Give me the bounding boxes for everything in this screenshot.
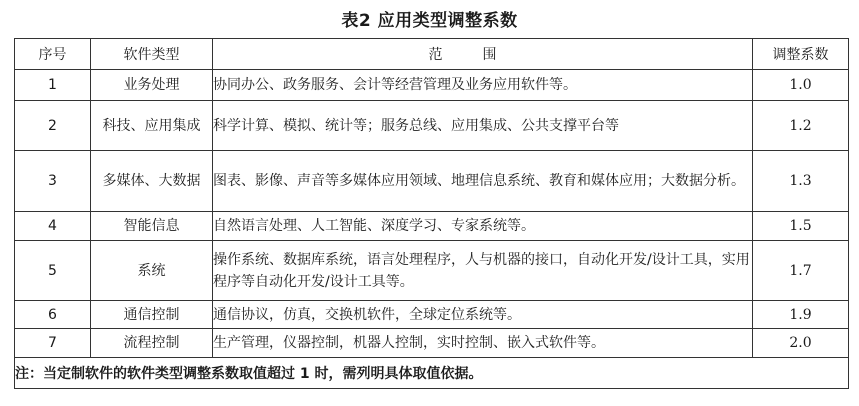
row-factor: 1.2 <box>753 101 849 151</box>
row-scope: 生产管理，仪器控制，机器人控制，实时控制、嵌入式软件等。 <box>213 329 753 358</box>
table-row <box>15 70 849 101</box>
row-no: 7 <box>15 329 91 358</box>
row-type: 多媒体、大数据 <box>91 151 213 212</box>
row-scope: 科学计算、模拟、统计等；服务总线、应用集成、公共支撑平台等 <box>213 101 753 151</box>
header-no: 序号 <box>15 39 91 70</box>
row-no: 1 <box>15 70 91 101</box>
table-row <box>15 101 849 151</box>
row-factor: 1.3 <box>753 151 849 212</box>
table-row <box>15 212 849 241</box>
row-no: 2 <box>15 101 91 151</box>
row-scope: 操作系统、数据库系统，语言处理程序，人与机器的接口，自动化开发/设计工具，实用程序等自动化开发/设计工具等。 <box>213 241 753 301</box>
row-type: 系统 <box>91 241 213 301</box>
table-row <box>15 329 849 358</box>
header-row <box>15 39 849 70</box>
row-type: 智能信息 <box>91 212 213 241</box>
row-no: 6 <box>15 301 91 329</box>
row-type: 通信控制 <box>91 301 213 329</box>
row-factor: 2.0 <box>753 329 849 358</box>
row-type: 科技、应用集成 <box>91 101 213 151</box>
row-factor: 1.5 <box>753 212 849 241</box>
row-factor: 1.9 <box>753 301 849 329</box>
header-factor: 调整系数 <box>753 39 849 70</box>
table-row <box>15 301 849 329</box>
row-scope: 协同办公、政务服务、会计等经营管理及业务应用软件等。 <box>213 70 753 101</box>
row-type: 流程控制 <box>91 329 213 358</box>
application-type-table <box>14 38 849 389</box>
row-factor: 1.0 <box>753 70 849 101</box>
row-no: 3 <box>15 151 91 212</box>
header-type: 软件类型 <box>91 39 213 70</box>
header-scope: 范围 <box>213 39 753 70</box>
row-no: 4 <box>15 212 91 241</box>
note-row <box>15 358 849 389</box>
table-title: 表2 应用类型调整系数 <box>341 11 518 31</box>
table-row <box>15 241 849 301</box>
row-scope: 图表、影像、声音等多媒体应用领域、地理信息系统、教育和媒体应用；大数据分析。 <box>213 151 753 212</box>
table-note: 注：当定制软件的软件类型调整系数取值超过 1 时，需列明具体取值依据。 <box>15 358 849 389</box>
table-row <box>15 151 849 212</box>
row-no: 5 <box>15 241 91 301</box>
row-type: 业务处理 <box>91 70 213 101</box>
row-factor: 1.7 <box>753 241 849 301</box>
row-scope: 自然语言处理、人工智能、深度学习、专家系统等。 <box>213 212 753 241</box>
row-scope: 通信协议，仿真，交换机软件，全球定位系统等。 <box>213 301 753 329</box>
